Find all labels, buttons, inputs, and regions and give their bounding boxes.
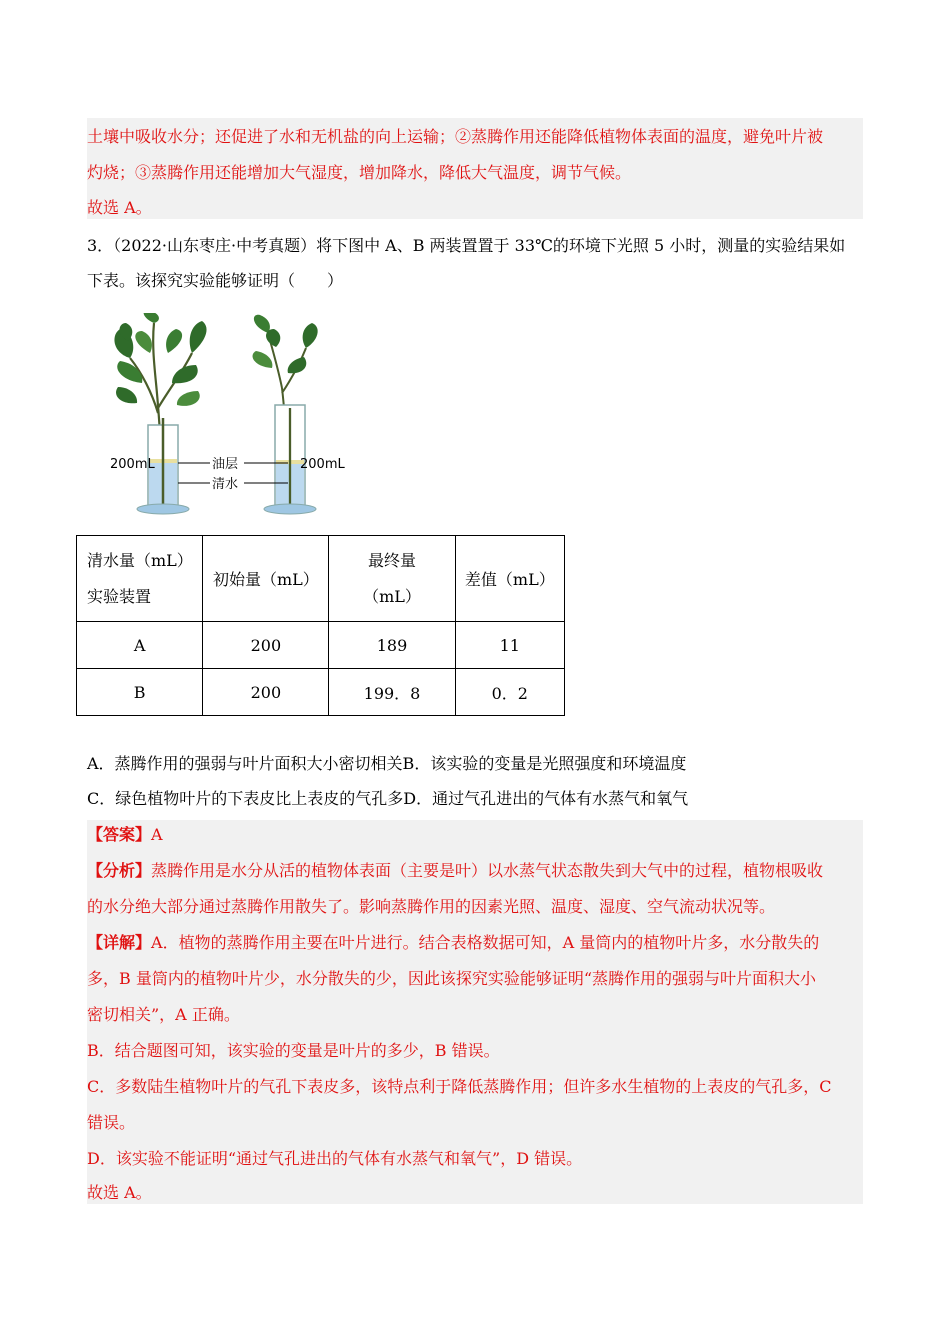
header-final-unit: （mL） xyxy=(363,586,421,606)
detail-line-2: 多，B 量筒内的植物叶片少，水分散失的少，因此该探究实验能够证明“蒸腾作用的强弱与叶片面积大小 xyxy=(87,969,817,988)
cell-initial: 200 xyxy=(203,669,329,716)
cell-device: A xyxy=(77,622,203,669)
table-row xyxy=(77,622,565,669)
explain-c-1: C．多数陆生植物叶片的气孔下表皮多，该特点利于降低蒸腾作用；但许多水生植物的上表皮的气孔多，C xyxy=(87,1077,832,1096)
header-cell-final xyxy=(329,536,455,622)
prev-answer-line-3: 故选 A。 xyxy=(87,198,152,217)
cell-diff: 11 xyxy=(455,622,564,669)
analysis-line-2: 的水分绝大部分通过蒸腾作用散失了。影响蒸腾作用的因素光照、温度、湿度、空气流动状况等。 xyxy=(87,897,776,916)
cell-initial: 200 xyxy=(203,622,329,669)
cell-final: 189 xyxy=(329,622,455,669)
cell-diff: 0．2 xyxy=(455,669,564,716)
answer-value: A xyxy=(151,825,163,844)
answer-tag: 【答案】 xyxy=(87,825,152,844)
question-line-2: 下表。该探究实验能够证明（ ） xyxy=(87,271,344,290)
options-line-1: A．蒸腾作用的强弱与叶片面积大小密切相关B．该实验的变量是光照强度和环境温度 xyxy=(87,754,687,773)
header-cell-device xyxy=(77,536,203,622)
table-header-row xyxy=(77,536,565,622)
analysis-tag: 【分析】 xyxy=(87,861,152,880)
header-device: 实验装置 xyxy=(87,586,152,606)
detail-tag: 【详解】 xyxy=(87,933,152,952)
analysis-line-1 xyxy=(87,861,823,881)
table-row xyxy=(77,669,565,716)
header-diff: 差值（mL） xyxy=(455,536,564,622)
header-final: 最终量 xyxy=(368,550,417,570)
cell-device: B xyxy=(77,669,203,716)
detail-line-1 xyxy=(87,933,819,953)
analysis-text-1: 蒸腾作用是水分从活的植物体表面（主要是叶）以水蒸气状态散失到大气中的过程，植物根吸收 xyxy=(151,861,824,880)
cell-final: 199．8 xyxy=(329,669,455,716)
prev-answer-line-1: 土壤中吸收水分；还促进了水和无机盐的向上运输；②蒸腾作用还能降低植物体表面的温度，避免叶片被 xyxy=(87,127,824,146)
explain-b: B．结合题图可知，该实验的变量是叶片的多少，B 错误。 xyxy=(87,1041,500,1060)
label-a-volume: 200mL xyxy=(110,457,155,472)
header-initial: 初始量（mL） xyxy=(203,536,329,622)
answer-line xyxy=(87,825,163,845)
detail-line-3: 密切相关”，A 正确。 xyxy=(87,1005,240,1024)
prev-answer-line-2: 灼烧；③蒸腾作用还能增加大气湿度，增加降水，降低大气温度，调节气候。 xyxy=(87,163,632,182)
options-line-2: C．绿色植物叶片的下表皮比上表皮的气孔多D．通过气孔进出的气体有水蒸气和氧气 xyxy=(87,789,689,808)
experiment-figure xyxy=(92,313,347,520)
label-clear-water: 清水 xyxy=(212,477,239,492)
results-table xyxy=(76,535,565,716)
explain-d: D．该实验不能证明“通过气孔进出的气体有水蒸气和氧气”，D 错误。 xyxy=(87,1149,583,1168)
label-b-volume: 200mL xyxy=(300,457,345,472)
explain-c-2: 错误。 xyxy=(87,1113,136,1132)
detail-text-1: A．植物的蒸腾作用主要在叶片进行。结合表格数据可知，A 量筒内的植物叶片多，水分散失的 xyxy=(151,933,820,952)
question-line-1: 3．（2022·山东枣庄·中考真题）将下图中 A、B 两装置置于 33℃的环境下光照 5 小时，测量的实验结果如 xyxy=(87,236,846,255)
final-answer: 故选 A。 xyxy=(87,1183,152,1202)
label-oil-layer: 油层 xyxy=(212,457,239,472)
header-water-volume: 清水量（mL） xyxy=(87,550,193,570)
